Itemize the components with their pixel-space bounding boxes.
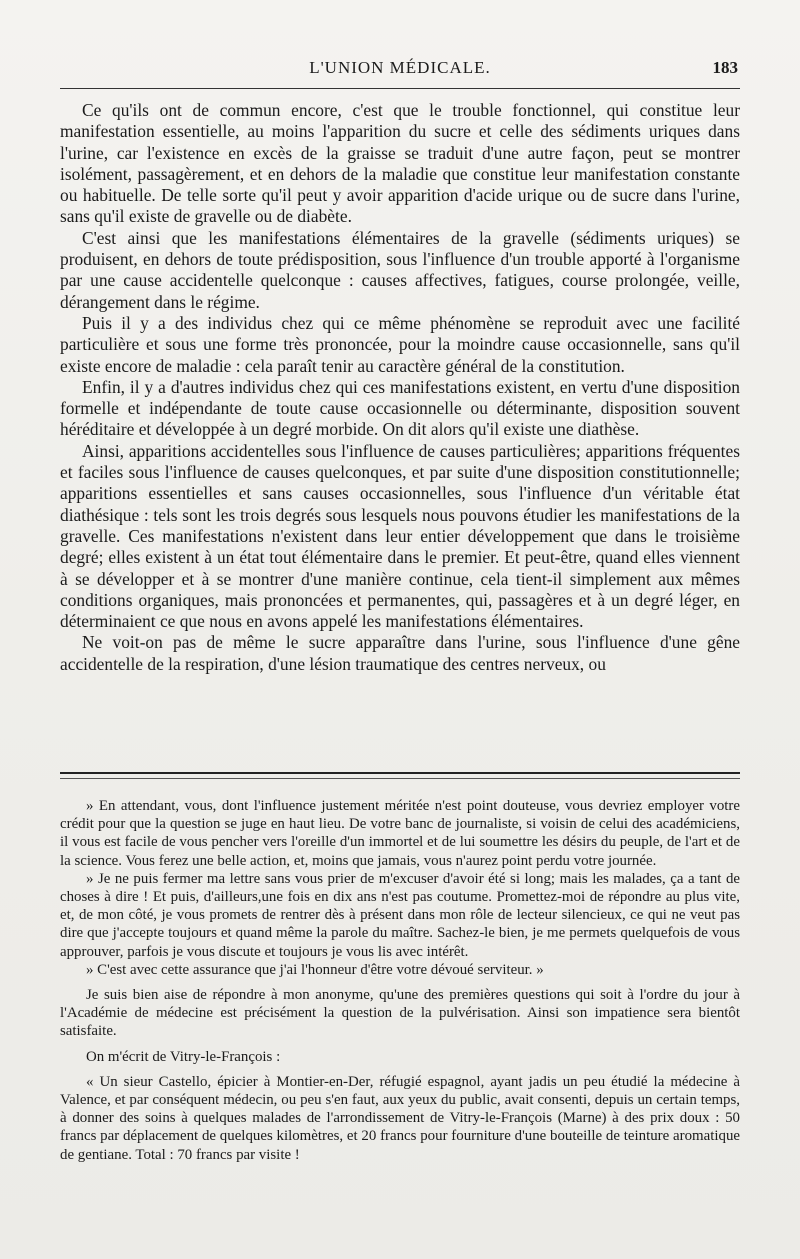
note-paragraph: On m'écrit de Vitry-le-François : (86, 1048, 281, 1065)
page-number: 183 (712, 58, 738, 77)
body-paragraph: Ce qu'ils ont de commun encore, c'est que le trouble fonctionnel, qui constitue leur manifestation essentielle, au moins l'apparition du sucre et celle des sédiments uriques dans l'urine, car l'existence en excès de la graisse se traduit d'une autre façon, peut se montrer isolément, passagèrement, et en dehors de la maladie que constitue leur manifestation constante ou habituelle. De telle sorte qu'il peut y avoir apparition d'acide urique ou de sucre dans l'urine, sans qu'il existe de gravelle ou de diabète. (60, 100, 740, 227)
note-paragraph: » En attendant, vous, dont l'influence justement méritée n'est point douteuse, vous devriez employer votre crédit pour que la question se juge en haut lieu. De votre banc de journaliste, si voisin de celui des académiciens, il vous est facile de vous pencher vers l'oreille d'un immortel et de lui soumettre les désirs du peuple, de l'art et de la science. Vous ferez une belle action, et, moins que jamais, vous n'aurez point perdu votre journée. (60, 798, 740, 869)
note-paragraph: » C'est avec cette assurance que j'ai l'honneur d'être votre dévoué serviteur. » (86, 961, 544, 978)
body-paragraph: Puis il y a des individus chez qui ce même phénomène se reproduit avec une facilité particulière et sous une forme très prononcée, pour la moindre cause occasionnelle, sans qu'il existe encore de maladie : cela paraît tenir au caractère général de la constitution. (60, 312, 740, 376)
note-paragraph: » Je ne puis fermer ma lettre sans vous prier de m'excuser d'avoir été si long; mais les malades, ça a tant de choses à dire ! Et puis, d'ailleurs,une fois en dix ans n'est pas coutume. Promettez-moi de répondre au plus vite, et, de mon côté, je vous promets de rentrer dès à présent dans mon rôle de lecteur silencieux, ce qui ne veut pas dire que j'accepte toujours et quand même la parole du maître. Sachez-le bien, je me permets quelquefois de vous approuver, parfois je vous discute et toujours je vous lis avec intérêt. (60, 870, 740, 960)
body-paragraph: Ne voit-on pas de même le sucre apparaître dans l'urine, sous l'influence d'une gêne accidentelle de la respiration, d'une lésion traumatique des centres nerveux, ou (60, 632, 740, 674)
section-divider (60, 772, 740, 779)
note-paragraph: Je suis bien aise de répondre à mon anonyme, qu'une des premières questions qui soit à l'ordre du jour à l'Académie de médecine est précisément la question de la pulvérisation. Ainsi son impatience sera bientôt satisfaite. (60, 987, 740, 1040)
running-title: L'UNION MÉDICALE. (309, 58, 491, 77)
body-paragraph: Enfin, il y a d'autres individus chez qui ces manifestations existent, en vertu d'une disposition formelle et indépendante de toute cause occasionnelle ou déterminante, disposition souvent héréditaire et développée à un degré morbide. On dit alors qu'il existe une diathèse. (60, 376, 740, 440)
feuilleton-text (60, 797, 740, 1164)
note-paragraph: « Un sieur Castello, épicier à Montier-en-Der, réfugié espagnol, ayant jadis un peu étudié la médecine à Valence, et par conséquent médecin, ou peu s'en faut, aux yeux du public, avait consenti, depuis un certain temps, à donner des soins à quelques malades de l'arrondissement de Vitry-le-François (Marne) à des prix doux : 50 francs par déplacement de quelques kilomètres, et 20 francs pour fourniture d'une bouteille de teinture aromatique de gentiane. Total : 70 francs par visite ! (60, 1073, 740, 1163)
body-paragraph: Ainsi, apparitions accidentelles sous l'influence de causes particulières; apparitions fréquentes et faciles sous l'influence de causes quelconques, et par suite d'une disposition constitutionnelle; apparitions essentielles et sans causes occasionnelles, sous l'influence d'un véritable état diathésique : tels sont les trois degrés sous lesquels nous pouvons étudier les manifestations de la gravelle. Ces manifestations n'existent dans leur entier développement que dans le troisième degré; elles existent à un état tout élémentaire dans le premier. Et peut-être, quand elles viennent à se développer et à se montrer d'une manière continue, cela tient-il simplement aux mêmes conditions organiques, mais prononcées et permanentes, qui, passagères et à un degré léger, en déterminaient ce que nous en avons appelé les manifestations élémentaires. (60, 440, 740, 632)
header-rule (60, 88, 740, 89)
body-paragraph: C'est ainsi que les manifestations élémentaires de la gravelle (sédiments uriques) se produisent, en dehors de toute prédisposition, sous l'influence d'un trouble apporté à l'organisme par une cause accidentelle quelconque : causes affectives, fatigues, course prolongée, veille, dérangement dans le régime. (60, 227, 740, 312)
running-header (60, 58, 740, 84)
main-text (60, 100, 740, 675)
